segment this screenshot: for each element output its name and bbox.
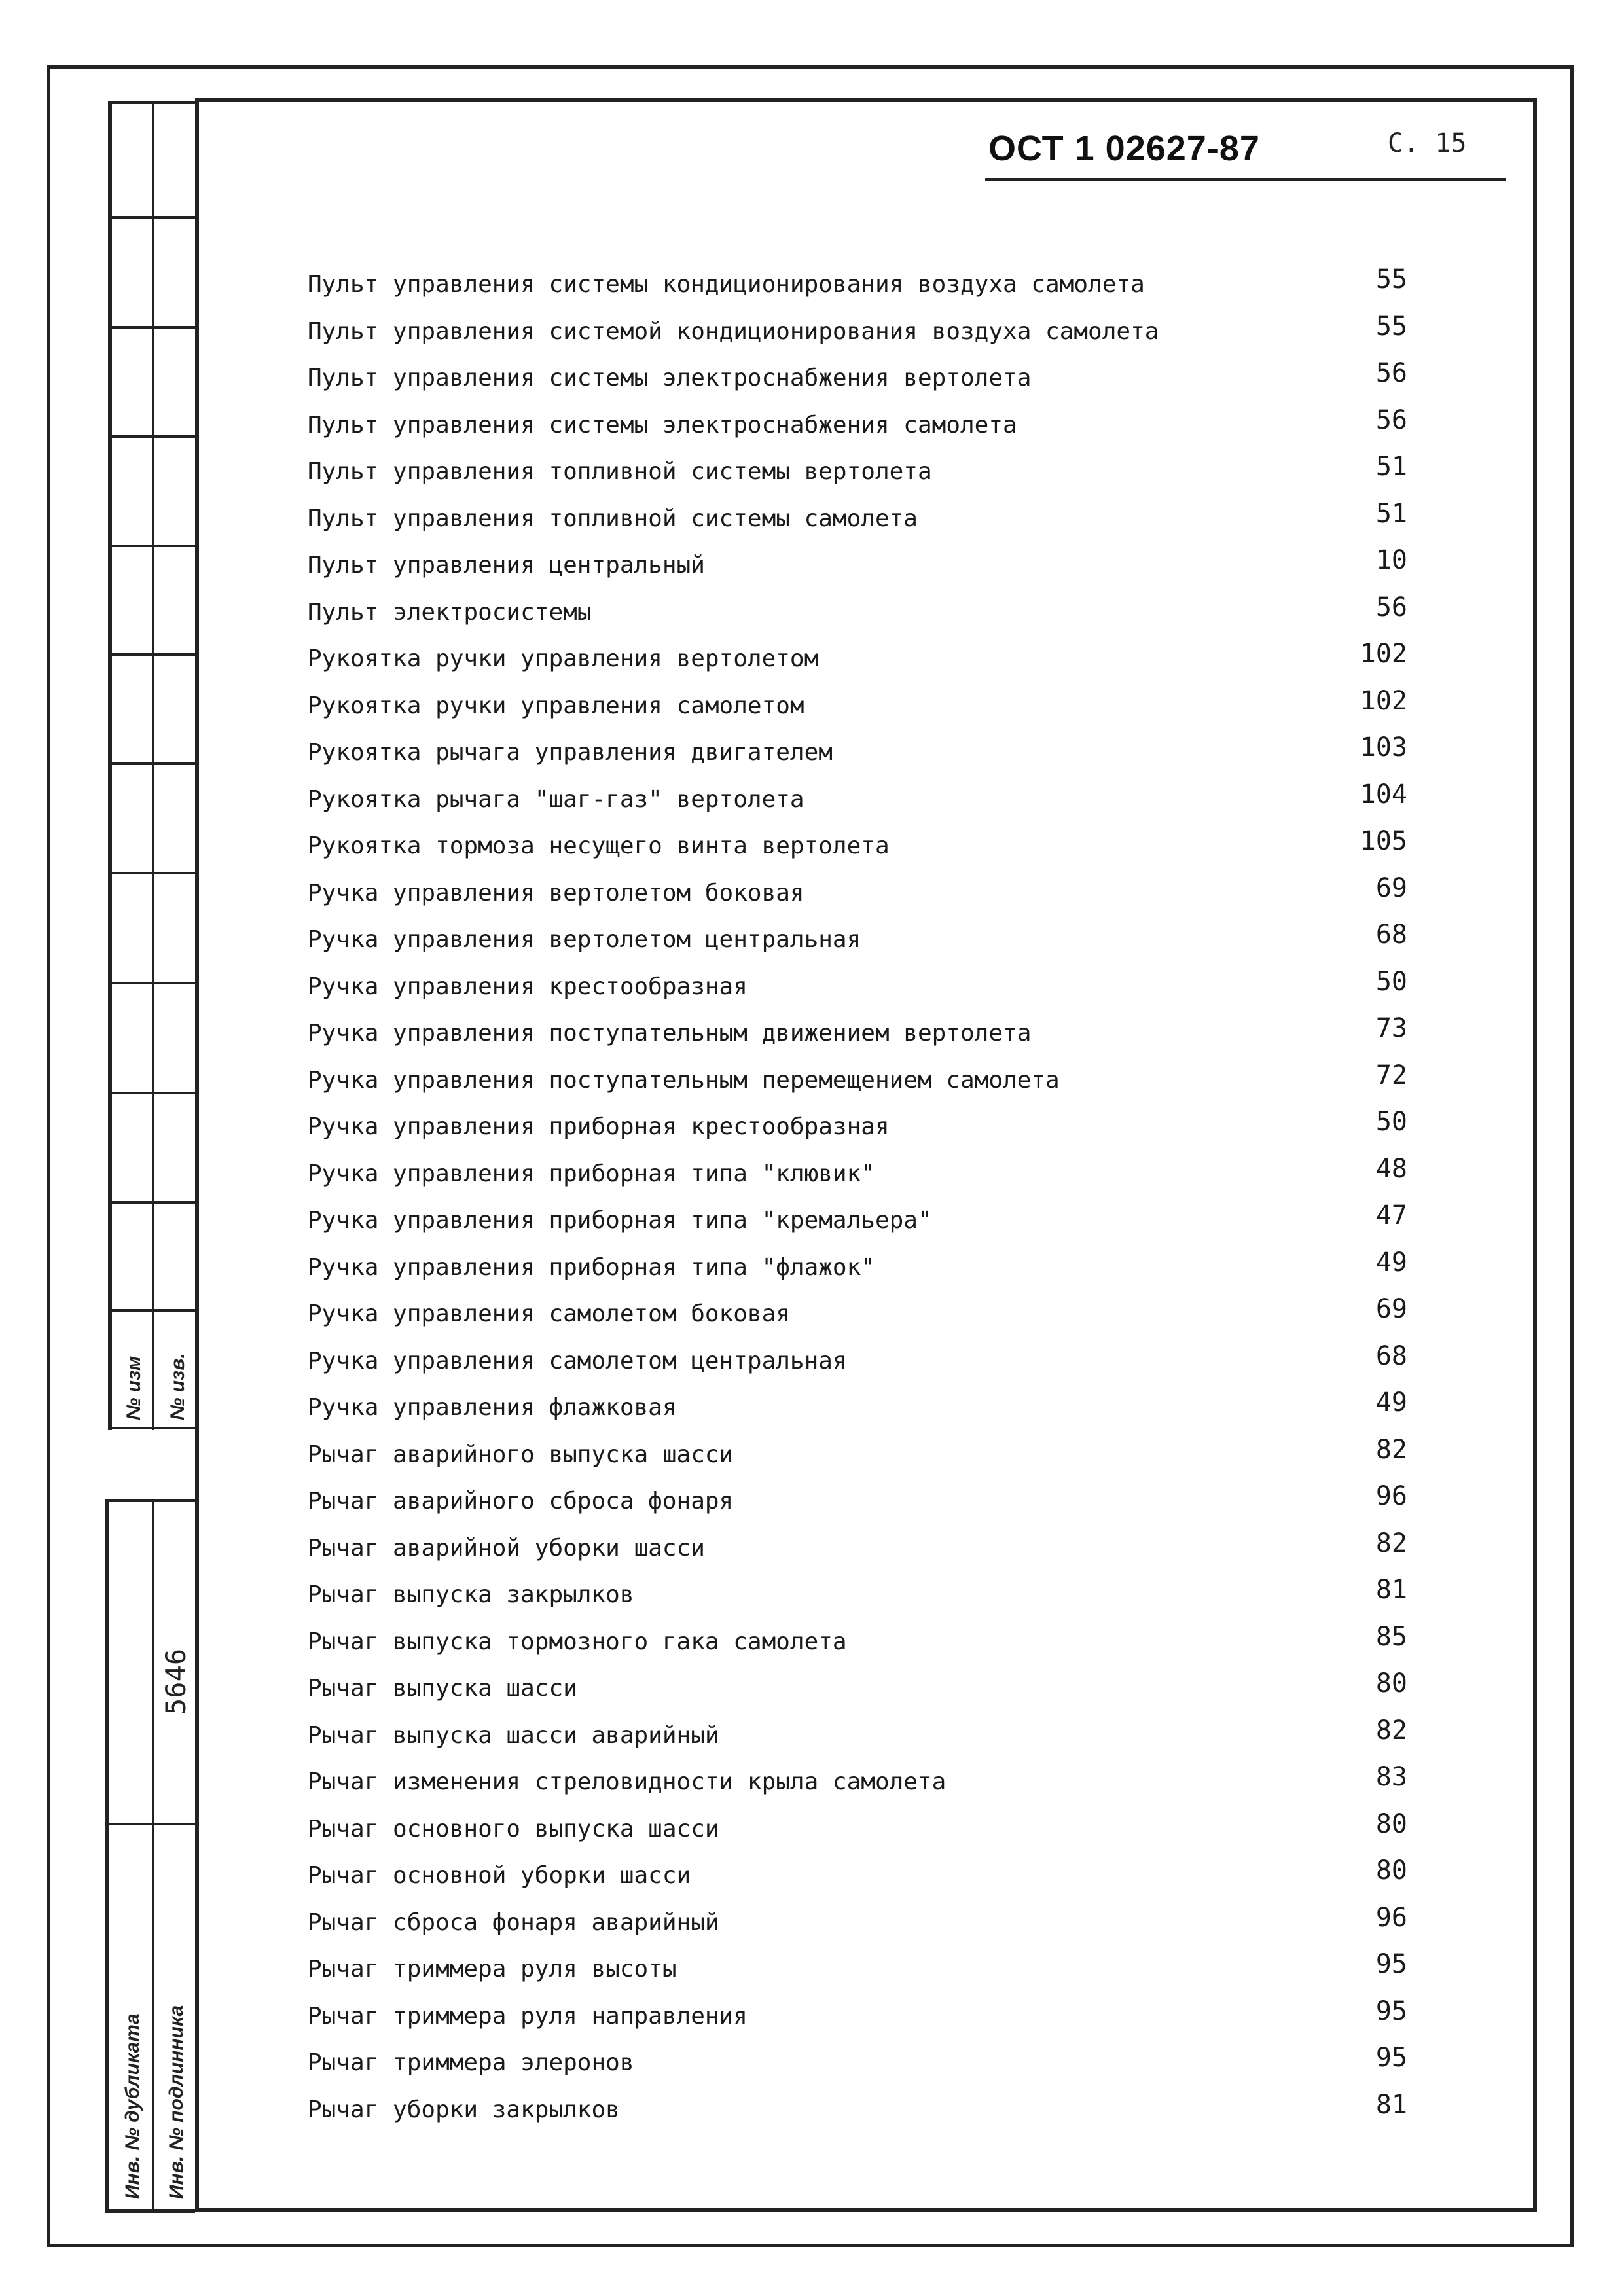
index-entry bbox=[308, 1013, 1407, 1066]
index-entry-term: Ручка управления вертолетом боковая bbox=[308, 879, 804, 906]
index-entry-page: 10 bbox=[1375, 545, 1407, 575]
index-entry-term: Рычаг выпуска закрылков bbox=[308, 1581, 634, 1608]
stamp-cell-line bbox=[108, 1092, 195, 1094]
index-entry-page: 72 bbox=[1375, 1060, 1407, 1090]
index-entry bbox=[308, 1762, 1407, 1814]
index-entry-term: Ручка управления вертолетом центральная bbox=[308, 926, 861, 953]
index-entry bbox=[308, 1294, 1407, 1346]
index-entry-term: Ручка управления флажковая bbox=[308, 1394, 677, 1421]
index-entry bbox=[308, 264, 1407, 317]
index-entry-page: 82 bbox=[1375, 1715, 1407, 1746]
stamp-cell-line bbox=[108, 1427, 195, 1429]
index-entry-term: Рукоятка ручки управления вертолетом bbox=[308, 645, 819, 672]
index-entry bbox=[308, 1107, 1407, 1159]
index-entry-page: 95 bbox=[1375, 2043, 1407, 2073]
index-entry-term: Рычаг выпуска тормозного гака самолета bbox=[308, 1628, 847, 1655]
index-entry-page: 55 bbox=[1375, 311, 1407, 342]
index-entry-page: 95 bbox=[1375, 1949, 1407, 1979]
index-entry-page: 105 bbox=[1360, 826, 1407, 856]
index-entry-term: Рычаг основной уборки шасси bbox=[308, 1862, 691, 1889]
index-entry-page: 80 bbox=[1375, 1856, 1407, 1886]
index-entry-page: 48 bbox=[1375, 1153, 1407, 1184]
index-entry-term: Рукоятка рычага управления двигателем bbox=[308, 739, 833, 766]
index-entry bbox=[308, 779, 1407, 832]
index-entry-page: 47 bbox=[1375, 1200, 1407, 1230]
index-entry-term: Ручка управления самолетом боковая bbox=[308, 1300, 790, 1327]
index-entry-page: 80 bbox=[1375, 1668, 1407, 1698]
index-entry bbox=[308, 1153, 1407, 1206]
index-entry bbox=[308, 2043, 1407, 2095]
index-entry bbox=[308, 1621, 1407, 1674]
stamp-cell-line bbox=[108, 1823, 195, 1825]
index-entry-page: 85 bbox=[1375, 1621, 1407, 1652]
stamp-lower-bottom-line bbox=[105, 2209, 195, 2213]
index-entry bbox=[308, 1481, 1407, 1534]
stamp-cell-line bbox=[108, 762, 195, 765]
index-entry-page: 104 bbox=[1360, 779, 1407, 810]
stamp-lower-top-line bbox=[105, 1499, 195, 1502]
index-entry-page: 50 bbox=[1375, 1107, 1407, 1137]
index-entry bbox=[308, 1528, 1407, 1581]
index-entry bbox=[308, 545, 1407, 598]
inv-number: 5646 bbox=[160, 1648, 192, 1715]
index-entry bbox=[308, 404, 1407, 457]
index-entry-term: Ручка управления приборная типа "клювик" bbox=[308, 1160, 875, 1187]
index-entry-page: 51 bbox=[1375, 498, 1407, 529]
index-entry-term: Рычаг триммера руля направления bbox=[308, 2002, 748, 2030]
index-entry-term: Пульт управления топливной системы вертолета bbox=[308, 458, 932, 485]
index-entry-page: 49 bbox=[1375, 1388, 1407, 1418]
index-entry-page: 80 bbox=[1375, 1808, 1407, 1839]
index-entry-page: 83 bbox=[1375, 1762, 1407, 1792]
index-entry-page: 73 bbox=[1375, 1013, 1407, 1043]
index-entry-page: 81 bbox=[1375, 1575, 1407, 1605]
index-entry bbox=[308, 1247, 1407, 1300]
index-entry-page: 50 bbox=[1375, 966, 1407, 997]
index-entry-term: Пульт управления системы электроснабжения самолета bbox=[308, 411, 1017, 439]
document-code-underline bbox=[985, 178, 1506, 181]
index-entry-page: 55 bbox=[1375, 264, 1407, 295]
stamp-cell-line bbox=[108, 982, 195, 984]
index-entry bbox=[308, 920, 1407, 972]
index-entry-page: 102 bbox=[1360, 639, 1407, 669]
index-entry bbox=[308, 685, 1407, 738]
index-entry bbox=[308, 1902, 1407, 1955]
index-entry-page: 81 bbox=[1375, 2089, 1407, 2120]
index-entry-term: Рычаг основного выпуска шасси bbox=[308, 1815, 719, 1842]
index-entry bbox=[308, 966, 1407, 1019]
index-entry-page: 103 bbox=[1360, 732, 1407, 762]
index-entry-term: Пульт управления системой кондиционирования воздуха самолета bbox=[308, 317, 1159, 345]
index-entry-term: Ручка управления приборная типа "кремальера" bbox=[308, 1207, 932, 1234]
index-entry bbox=[308, 1715, 1407, 1768]
index-entry bbox=[308, 452, 1407, 504]
stamp-lower-column-divider bbox=[152, 1499, 154, 2212]
index-list bbox=[308, 264, 1407, 2142]
index-entry-page: 96 bbox=[1375, 1902, 1407, 1933]
index-entry bbox=[308, 826, 1407, 878]
index-entry bbox=[308, 732, 1407, 785]
index-entry-term: Рычаг уборки закрылков bbox=[308, 2096, 620, 2123]
index-entry-term: Ручка управления поступательным движением вертолета bbox=[308, 1020, 1032, 1047]
index-entry bbox=[308, 592, 1407, 645]
index-entry-term: Рычаг аварийного выпуска шасси bbox=[308, 1441, 734, 1468]
stamp-cell-line bbox=[108, 216, 195, 219]
index-entry-term: Ручка управления поступательным перемещением самолета bbox=[308, 1066, 1060, 1094]
index-entry bbox=[308, 1668, 1407, 1721]
page-number: С. 15 bbox=[1388, 128, 1467, 158]
index-entry-term: Рычаг аварийной уборки шасси bbox=[308, 1534, 705, 1562]
podlinnik-label: Инв. № подлинника bbox=[166, 2005, 187, 2199]
index-entry-term: Ручка управления приборная крестообразная bbox=[308, 1113, 890, 1140]
dublikat-label: Инв. № дубликата bbox=[122, 2013, 143, 2199]
index-entry-term: Рычаг аварийного сброса фонаря bbox=[308, 1488, 734, 1515]
document-code: ОСТ 1 02627-87 bbox=[988, 129, 1260, 168]
index-entry bbox=[308, 1388, 1407, 1440]
index-entry-term: Пульт управления топливной системы самолета bbox=[308, 505, 918, 532]
index-entry-term: Рукоятка рычага "шаг-газ" вертолета bbox=[308, 785, 804, 813]
index-entry bbox=[308, 498, 1407, 551]
index-entry bbox=[308, 1200, 1407, 1253]
izv-label: № изв. bbox=[167, 1353, 189, 1420]
index-entry-term: Пульт управления системы кондиционирования воздуха самолета bbox=[308, 271, 1145, 298]
index-entry-page: 82 bbox=[1375, 1528, 1407, 1558]
index-entry bbox=[308, 1949, 1407, 2001]
index-entry bbox=[308, 311, 1407, 364]
index-entry-term: Рычаг выпуска шасси bbox=[308, 1675, 577, 1702]
index-entry bbox=[308, 1434, 1407, 1487]
index-entry-term: Рукоятка ручки управления самолетом bbox=[308, 692, 804, 719]
index-entry bbox=[308, 1996, 1407, 2049]
index-entry-page: 69 bbox=[1375, 872, 1407, 903]
stamp-cell-line bbox=[108, 653, 195, 656]
index-entry-term: Ручка управления крестообразная bbox=[308, 973, 748, 1000]
stamp-lower-outer-line bbox=[105, 1499, 109, 2212]
izm-label: № изм bbox=[123, 1355, 145, 1420]
stamp-cell-line bbox=[108, 1309, 195, 1312]
stamp-cell-line bbox=[108, 435, 195, 438]
index-entry-page: 51 bbox=[1375, 452, 1407, 482]
stamp-cell-line bbox=[108, 101, 195, 104]
index-entry bbox=[308, 1340, 1407, 1393]
index-entry bbox=[308, 2089, 1407, 2142]
index-entry bbox=[308, 1808, 1407, 1861]
index-entry-term: Пульт управления системы электроснабжения вертолета bbox=[308, 365, 1032, 391]
index-entry-page: 102 bbox=[1360, 685, 1407, 716]
index-entry-term: Рычаг триммера руля высоты bbox=[308, 1956, 677, 1982]
index-entry bbox=[308, 1575, 1407, 1627]
index-entry-term: Пульт управления центральный bbox=[308, 552, 705, 579]
index-entry-term: Рычаг изменения стреловидности крыла самолета bbox=[308, 1768, 947, 1795]
index-entry-term: Рукоятка тормоза несущего винта вертолета bbox=[308, 833, 890, 859]
index-entry-term: Пульт электросистемы bbox=[308, 598, 592, 626]
index-entry-page: 95 bbox=[1375, 1996, 1407, 2026]
index-entry-page: 68 bbox=[1375, 920, 1407, 950]
index-entry-page: 56 bbox=[1375, 592, 1407, 622]
index-entry-term: Ручка управления приборная типа "флажок" bbox=[308, 1253, 875, 1281]
stamp-cell-line bbox=[108, 1201, 195, 1204]
stamp-cell-line bbox=[108, 872, 195, 874]
index-entry bbox=[308, 872, 1407, 925]
index-entry-page: 68 bbox=[1375, 1340, 1407, 1371]
index-entry-page: 56 bbox=[1375, 404, 1407, 435]
index-entry-page: 49 bbox=[1375, 1247, 1407, 1278]
index-entry-page: 69 bbox=[1375, 1294, 1407, 1324]
stamp-column-divider bbox=[152, 101, 154, 1430]
index-entry-page: 82 bbox=[1375, 1434, 1407, 1465]
index-entry bbox=[308, 1060, 1407, 1113]
index-entry-term: Рычаг выпуска шасси аварийный bbox=[308, 1721, 719, 1749]
index-entry-term: Рычаг сброса фонаря аварийный bbox=[308, 1909, 719, 1936]
index-entry bbox=[308, 358, 1407, 410]
index-entry-page: 96 bbox=[1375, 1481, 1407, 1511]
index-entry-term: Рычаг триммера элеронов bbox=[308, 2049, 634, 2076]
stamp-cell-line bbox=[108, 545, 195, 547]
index-entry bbox=[308, 639, 1407, 691]
stamp-strip-outer-line bbox=[108, 101, 112, 1430]
index-entry-page: 56 bbox=[1375, 358, 1407, 388]
index-entry-term: Ручка управления самолетом центральная bbox=[308, 1347, 847, 1374]
index-entry bbox=[308, 1856, 1407, 1908]
stamp-cell-line bbox=[108, 326, 195, 329]
